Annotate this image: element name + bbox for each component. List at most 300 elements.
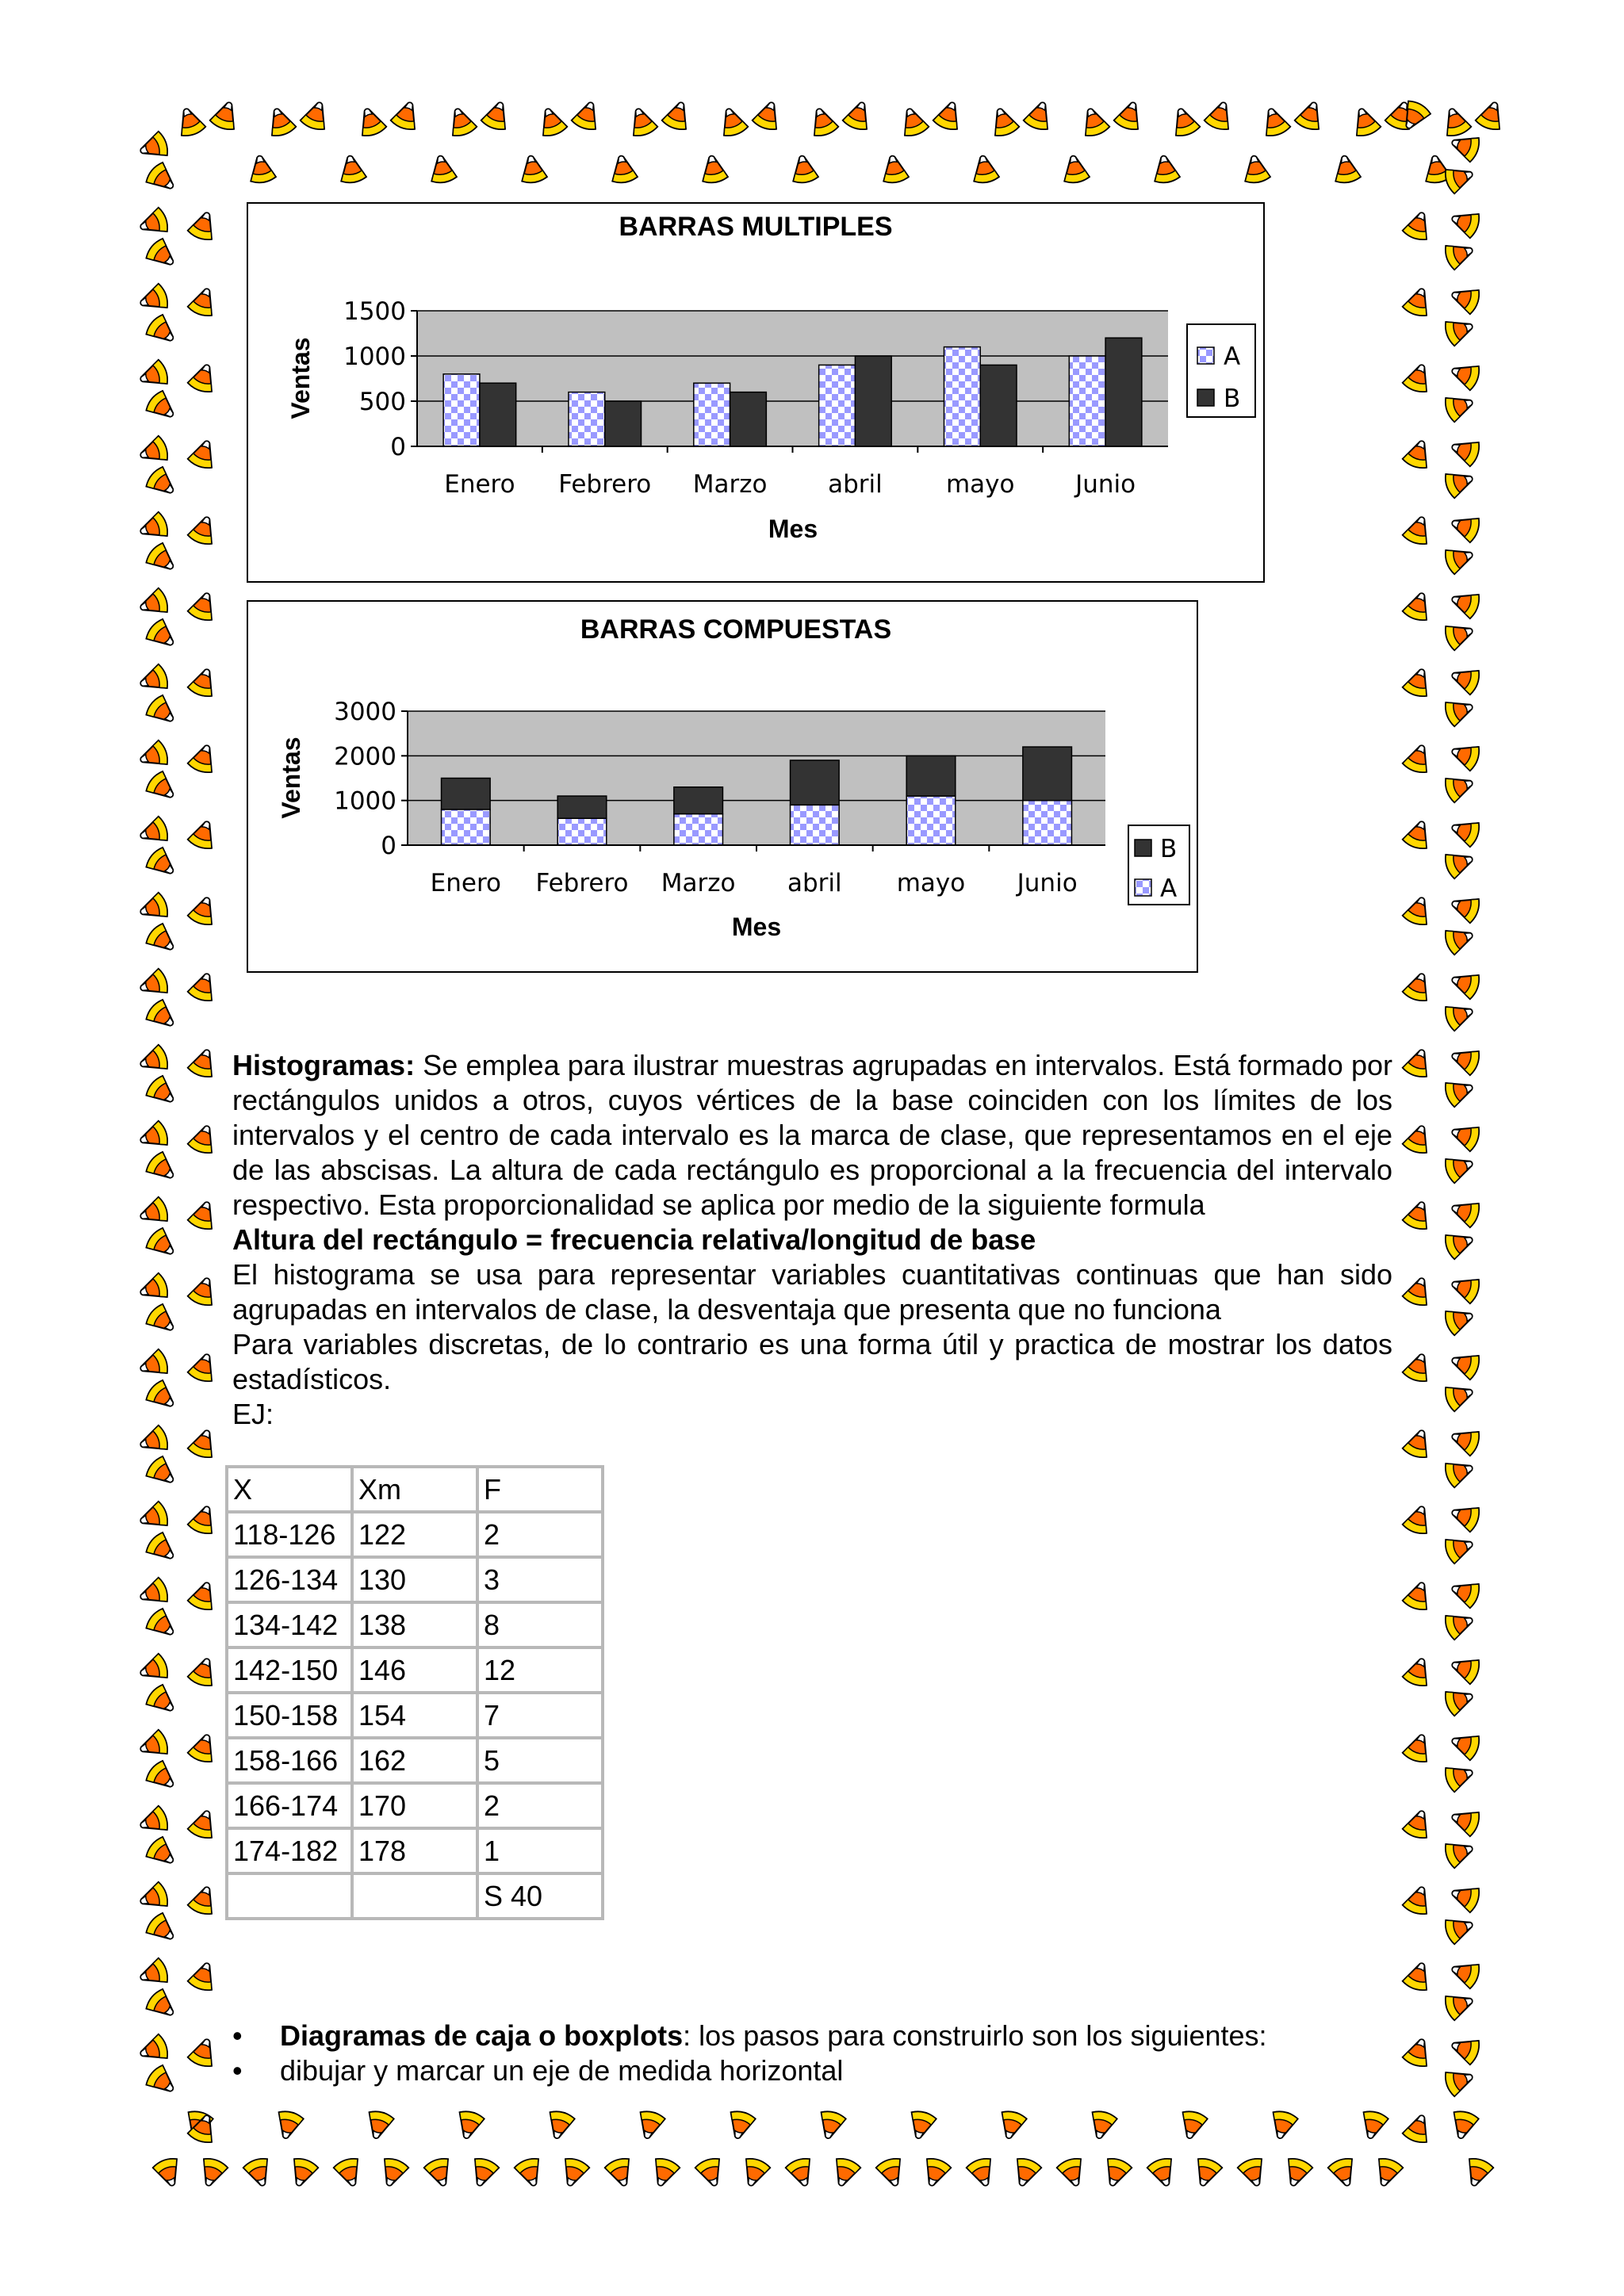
table-row xyxy=(227,1512,603,1557)
y-tick-label: 1000 xyxy=(334,786,396,816)
y-tick-label: 0 xyxy=(390,433,406,461)
candy-corn-icon xyxy=(1258,105,1292,138)
candy-corn-icon xyxy=(186,1655,220,1688)
candy-corn-icon xyxy=(1442,1151,1476,1184)
table-cell xyxy=(352,1873,477,1919)
candy-corn-icon xyxy=(1448,1804,1481,1838)
candy-corn-icon xyxy=(1146,2156,1179,2189)
candy-corn-icon xyxy=(661,98,694,132)
table-row xyxy=(227,1783,603,1828)
candy-corn-icon xyxy=(1401,361,1434,394)
candy-corn-icon xyxy=(1401,1198,1434,1231)
table-cell: 138 xyxy=(352,1602,477,1647)
candy-corn-icon xyxy=(196,2156,229,2189)
candy-corn-icon xyxy=(1442,238,1476,271)
candy-corn-icon xyxy=(875,2156,908,2189)
candy-corn-icon xyxy=(996,2109,1028,2141)
y-tick-label: 500 xyxy=(358,388,406,416)
bar-series-a xyxy=(944,347,980,446)
candy-corn-icon xyxy=(987,105,1021,138)
plot-area xyxy=(417,311,1168,446)
bar-series-a xyxy=(1023,801,1072,845)
candy-corn-icon xyxy=(1474,98,1507,132)
candy-corn-icon xyxy=(332,2156,366,2189)
table-cell: 142-150 xyxy=(227,1647,352,1693)
candy-corn-icon xyxy=(1055,2156,1089,2189)
x-tick-label: Marzo xyxy=(661,869,736,897)
table-cell: 150-158 xyxy=(227,1693,352,1738)
candy-corn-icon xyxy=(1442,390,1476,423)
candy-corn-icon xyxy=(1448,1576,1481,1609)
histogram-section xyxy=(232,1048,1392,1432)
candy-corn-icon xyxy=(186,361,220,394)
candy-corn-icon xyxy=(144,845,180,882)
candy-corn-icon xyxy=(136,434,170,468)
candy-corn-icon xyxy=(144,388,180,425)
candy-corn-icon xyxy=(1401,1274,1434,1307)
candy-corn-icon xyxy=(806,105,840,138)
candy-corn-icon xyxy=(273,2109,304,2141)
candy-corn-icon xyxy=(144,617,180,653)
x-tick-label: abril xyxy=(828,470,883,499)
candy-corn-icon xyxy=(186,1198,220,1231)
candy-corn-icon xyxy=(1448,282,1481,316)
candy-corn-icon xyxy=(247,154,276,185)
y-tick-label: 1000 xyxy=(343,342,406,371)
candy-corn-icon xyxy=(1060,154,1090,185)
bar-series-b xyxy=(674,787,723,814)
candy-corn-icon xyxy=(136,511,170,544)
chart-multiples-svg xyxy=(248,204,1263,581)
bar-series-b xyxy=(1023,747,1072,801)
candy-corn-icon xyxy=(1448,1728,1481,1762)
candy-corn-icon xyxy=(648,2156,681,2189)
legend-label-a: A xyxy=(1224,342,1241,371)
legend-label-a: A xyxy=(1160,874,1178,903)
candy-corn-icon xyxy=(1448,2109,1480,2141)
legend-swatch-b xyxy=(1197,389,1214,406)
candy-corn-icon xyxy=(932,98,965,132)
candy-corn-icon xyxy=(136,1272,170,1305)
candy-corn-icon xyxy=(1442,1912,1476,1946)
bar-series-a xyxy=(443,374,480,446)
candy-corn-icon xyxy=(299,98,332,132)
candy-corn-icon xyxy=(970,154,999,185)
candy-corn-icon xyxy=(1281,2156,1314,2189)
candy-corn-icon xyxy=(337,154,366,185)
table-cell: 12 xyxy=(477,1647,603,1693)
y-tick-label: 0 xyxy=(381,832,396,860)
candy-corn-icon xyxy=(1401,1578,1434,1612)
candy-corn-icon xyxy=(136,1576,170,1609)
candy-corn-icon xyxy=(363,2109,395,2141)
histogram-heading: Histogramas: xyxy=(232,1049,416,1081)
candy-corn-icon xyxy=(186,665,220,698)
bullet-item xyxy=(232,2053,1267,2088)
candy-corn-icon xyxy=(136,1804,170,1838)
candy-corn-icon xyxy=(1448,1652,1481,1686)
bar-chart-compuestas xyxy=(247,600,1198,973)
x-tick-label: Febrero xyxy=(535,869,629,897)
table-cell: 7 xyxy=(477,1693,603,1738)
candy-corn-icon xyxy=(1442,1380,1476,1413)
bullet-list xyxy=(232,2019,1267,2088)
candy-corn-icon xyxy=(186,1426,220,1460)
candy-corn-icon xyxy=(1100,2156,1133,2189)
candy-corn-icon xyxy=(144,1454,180,1490)
candy-corn-icon xyxy=(535,105,569,138)
candy-corn-icon xyxy=(136,1957,170,1990)
histogram-paragraph xyxy=(232,1048,1392,1223)
candy-corn-icon xyxy=(1401,1426,1434,1460)
candy-corn-icon xyxy=(136,739,170,772)
candy-corn-icon xyxy=(186,209,220,242)
candy-corn-icon xyxy=(186,285,220,318)
table-row xyxy=(227,1647,603,1693)
bar-series-b xyxy=(605,401,642,446)
candy-corn-icon xyxy=(144,1606,180,1643)
candy-corn-icon xyxy=(480,98,513,132)
candy-corn-icon xyxy=(1448,967,1481,1001)
candy-corn-icon xyxy=(1442,771,1476,804)
candy-corn-icon xyxy=(1442,1303,1476,1337)
table-row xyxy=(227,1738,603,1783)
candy-corn-icon xyxy=(1401,2111,1434,2145)
x-tick-label: mayo xyxy=(896,869,966,897)
candy-corn-icon xyxy=(144,2063,180,2099)
x-tick-label: mayo xyxy=(945,470,1015,499)
table-cell: 126-134 xyxy=(227,1557,352,1602)
candy-corn-icon xyxy=(144,236,180,273)
bar-series-b xyxy=(1105,338,1142,446)
candy-corn-icon xyxy=(1442,1075,1476,1108)
bar-series-b xyxy=(855,356,891,446)
candy-corn-icon xyxy=(136,1424,170,1457)
candy-corn-icon xyxy=(186,741,220,775)
candy-corn-icon xyxy=(1448,1196,1481,1229)
candy-corn-icon xyxy=(1236,2156,1270,2189)
table-row xyxy=(227,1557,603,1602)
candy-corn-icon xyxy=(186,1122,220,1155)
candy-corn-icon xyxy=(1022,98,1055,132)
bar-series-b xyxy=(442,779,491,809)
candy-corn-icon xyxy=(144,1530,180,1567)
candy-corn-icon xyxy=(136,587,170,620)
candy-corn-icon xyxy=(1401,1655,1434,1688)
y-tick-label: 2000 xyxy=(334,742,396,771)
candy-corn-icon xyxy=(1349,105,1382,138)
candy-corn-icon xyxy=(186,817,220,851)
candy-corn-icon xyxy=(144,1150,180,1186)
boxplot-heading: Diagramas de caja o boxplots xyxy=(280,2019,684,2052)
candy-corn-icon xyxy=(699,154,728,185)
candy-corn-icon xyxy=(897,105,930,138)
table-cell: S 40 xyxy=(477,1873,603,1919)
candy-corn-icon xyxy=(725,2109,756,2141)
candy-corn-icon xyxy=(1448,1881,1481,1914)
candy-corn-icon xyxy=(389,98,423,132)
candy-corn-icon xyxy=(354,105,388,138)
candy-corn-icon xyxy=(144,1911,180,1947)
candy-corn-icon xyxy=(144,1987,180,2023)
legend xyxy=(1128,825,1189,905)
candy-corn-icon xyxy=(144,1835,180,1871)
candy-corn-icon xyxy=(1331,154,1361,185)
example-label: EJ: xyxy=(232,1398,274,1430)
candy-corn-icon xyxy=(136,130,170,163)
table-cell: 146 xyxy=(352,1647,477,1693)
candy-corn-icon xyxy=(1448,1424,1481,1457)
candy-corn-icon xyxy=(1401,741,1434,775)
candy-corn-icon xyxy=(136,1119,170,1153)
candy-corn-icon xyxy=(1177,2109,1208,2141)
candy-corn-icon xyxy=(1448,1272,1481,1305)
candy-corn-icon xyxy=(513,2156,546,2189)
candy-corn-icon xyxy=(427,154,457,185)
bar-series-b xyxy=(557,796,607,818)
table-row xyxy=(227,1828,603,1873)
table-cell: 5 xyxy=(477,1738,603,1783)
candy-corn-icon xyxy=(1401,2035,1434,2068)
candy-corn-icon xyxy=(1442,1532,1476,1565)
bullet-item xyxy=(232,2019,1267,2053)
table-header-row xyxy=(227,1467,603,1512)
chart-title: BARRAS COMPUESTAS xyxy=(580,614,892,645)
candy-corn-icon xyxy=(186,1046,220,1079)
candy-corn-icon xyxy=(1442,999,1476,1032)
legend-swatch-a xyxy=(1135,879,1151,896)
x-tick-label: Febrero xyxy=(558,470,652,499)
candy-corn-icon xyxy=(841,98,875,132)
table-cell: 8 xyxy=(477,1602,603,1647)
table-cell: 178 xyxy=(352,1828,477,1873)
candy-corn-icon xyxy=(136,358,170,392)
candy-corn-icon xyxy=(186,1807,220,1840)
x-tick-label: Junio xyxy=(1075,470,1136,499)
chart-compuestas-svg xyxy=(248,602,1197,971)
bar-series-b xyxy=(730,392,767,446)
candy-corn-icon xyxy=(136,282,170,316)
candy-corn-icon xyxy=(144,1073,180,1110)
candy-corn-icon xyxy=(136,1348,170,1381)
table-cell: 2 xyxy=(477,1512,603,1557)
chart-title: BARRAS MULTIPLES xyxy=(619,212,893,242)
candy-corn-icon xyxy=(136,1652,170,1686)
candy-corn-icon xyxy=(694,2156,727,2189)
candy-corn-icon xyxy=(557,2156,591,2189)
candy-corn-icon xyxy=(1448,663,1481,696)
candy-corn-icon xyxy=(1448,815,1481,848)
table-row xyxy=(227,1693,603,1738)
candy-corn-icon xyxy=(1442,618,1476,652)
candy-corn-icon xyxy=(1151,154,1180,185)
candy-corn-icon xyxy=(1190,2156,1224,2189)
bar-series-a xyxy=(569,392,605,446)
candy-corn-icon xyxy=(144,693,180,729)
table-header-cell: F xyxy=(477,1467,603,1512)
candy-corn-icon xyxy=(144,1682,180,1719)
candy-corn-icon xyxy=(1401,1959,1434,1992)
candy-corn-icon xyxy=(136,206,170,239)
candy-corn-icon xyxy=(1401,1122,1434,1155)
bullet-icon: • xyxy=(232,2019,243,2052)
candy-corn-icon xyxy=(1442,162,1476,195)
candy-corn-icon xyxy=(1442,923,1476,956)
table-cell: 158-166 xyxy=(227,1738,352,1783)
candy-corn-icon xyxy=(136,1500,170,1533)
table-cell: 170 xyxy=(352,1783,477,1828)
candy-corn-icon xyxy=(423,2156,456,2189)
candy-corn-icon xyxy=(144,1758,180,1795)
candy-corn-icon xyxy=(1203,98,1236,132)
bar-series-a xyxy=(791,805,840,845)
candy-corn-icon xyxy=(445,105,478,138)
table-cell: 154 xyxy=(352,1693,477,1738)
legend xyxy=(1187,324,1255,417)
candy-corn-icon xyxy=(186,894,220,927)
table-row xyxy=(227,1873,603,1919)
candy-corn-icon xyxy=(1448,1119,1481,1153)
plot-area xyxy=(408,711,1105,845)
candy-corn-icon xyxy=(1371,2156,1404,2189)
candy-corn-icon xyxy=(144,1302,180,1338)
legend-label-b: B xyxy=(1224,385,1241,413)
candy-corn-icon xyxy=(1439,105,1473,138)
table-cell: 122 xyxy=(352,1512,477,1557)
candy-corn-icon xyxy=(1358,2109,1389,2141)
table-header-cell: X xyxy=(227,1467,352,1512)
candy-corn-icon xyxy=(209,98,242,132)
candy-corn-icon xyxy=(144,921,180,958)
x-tick-label: Marzo xyxy=(692,470,768,499)
candy-corn-icon xyxy=(186,1883,220,1916)
candy-corn-icon xyxy=(1401,894,1434,927)
candy-corn-icon xyxy=(1442,1608,1476,1641)
candy-corn-icon xyxy=(1401,817,1434,851)
candy-corn-icon xyxy=(1442,2064,1476,2098)
candy-corn-icon xyxy=(518,154,547,185)
candy-corn-icon xyxy=(186,1502,220,1536)
bar-chart-multiples xyxy=(247,202,1265,583)
candy-corn-icon xyxy=(1448,2033,1481,2066)
table-cell: 174-182 xyxy=(227,1828,352,1873)
x-axis-title: Mes xyxy=(768,515,818,543)
candy-corn-icon xyxy=(1401,1883,1434,1916)
bar-series-b xyxy=(480,383,516,446)
boxplot-intro: : los pasos para construirlo son los siguientes: xyxy=(683,2019,1267,2052)
x-tick-label: Junio xyxy=(1017,869,1078,897)
candy-corn-icon xyxy=(603,2156,637,2189)
x-axis-title: Mes xyxy=(731,913,782,941)
formula-text: Altura del rectángulo = frecuencia relativa/longitud de base xyxy=(232,1223,1036,1256)
candy-corn-icon xyxy=(789,154,818,185)
candy-corn-icon xyxy=(634,2109,666,2141)
table-cell: 166-174 xyxy=(227,1783,352,1828)
legend-swatch-a xyxy=(1197,347,1214,364)
y-tick-label: 1500 xyxy=(343,297,406,326)
frequency-table xyxy=(225,1465,604,1920)
candy-corn-icon xyxy=(136,891,170,924)
candy-corn-icon xyxy=(136,1728,170,1762)
candy-corn-icon xyxy=(1401,1807,1434,1840)
candy-corn-icon xyxy=(1448,1500,1481,1533)
candy-corn-icon xyxy=(1448,891,1481,924)
x-tick-label: abril xyxy=(787,869,842,897)
candy-corn-icon xyxy=(1401,665,1434,698)
candy-corn-icon xyxy=(1442,695,1476,728)
candy-corn-icon xyxy=(1442,542,1476,576)
candy-corn-icon xyxy=(1448,206,1481,239)
bullet-icon: • xyxy=(232,2054,243,2087)
candy-corn-icon xyxy=(1442,1456,1476,1489)
candy-corn-icon xyxy=(1442,1760,1476,1793)
paragraph-usage: El histograma se usa para representar variables cuantitativas continuas que han sido agrupadas en intervalos de clase, la desventaja que presenta que no funciona xyxy=(232,1258,1392,1326)
table-cell: 3 xyxy=(477,1557,603,1602)
candy-corn-icon xyxy=(1113,98,1146,132)
candy-corn-icon xyxy=(1401,285,1434,318)
candy-corn-icon xyxy=(1448,1348,1481,1381)
candy-corn-icon xyxy=(467,2156,500,2189)
candy-corn-icon xyxy=(186,1959,220,1992)
candy-corn-icon xyxy=(174,105,207,138)
y-axis-title: Ventas xyxy=(277,737,305,819)
bar-series-a xyxy=(557,818,607,845)
legend-swatch-b xyxy=(1135,840,1151,856)
histogram-description: Se emplea para ilustrar muestras agrupadas en intervalos. Está formado por rectángulos unidos a otros, cuyos vértices de la base coinciden con los límites de los intervalos y el centro de cada intervalo es la marca de clase, que representamos en el eje de las abscisas. La altura de cada rectángulo es proporcional a la frecuencia del intervalo respectivo. Esta proporcionalidad se aplica por medio de la siguiente formula xyxy=(232,1049,1392,1221)
formula xyxy=(232,1223,1392,1257)
candy-corn-icon xyxy=(815,2109,847,2141)
candy-corn-icon xyxy=(186,2035,220,2068)
candy-corn-icon xyxy=(1401,970,1434,1003)
candy-corn-icon xyxy=(1293,98,1327,132)
candy-corn-icon xyxy=(716,105,749,138)
y-tick-label: 3000 xyxy=(334,698,396,726)
candy-corn-icon xyxy=(1442,847,1476,880)
candy-corn-icon xyxy=(144,769,180,806)
candy-corn-icon xyxy=(144,997,180,1034)
candy-corn-icon xyxy=(1267,2109,1299,2141)
bar-series-b xyxy=(906,756,956,796)
candy-corn-icon xyxy=(186,1274,220,1307)
table-cell xyxy=(227,1873,352,1919)
candy-corn-icon xyxy=(1401,1502,1434,1536)
bar-series-a xyxy=(442,809,491,845)
y-axis-title: Ventas xyxy=(286,337,315,419)
candy-corn-icon xyxy=(626,105,659,138)
table-cell: 2 xyxy=(477,1783,603,1828)
candy-corn-icon xyxy=(879,154,909,185)
candy-corn-icon xyxy=(544,2109,576,2141)
bar-series-a xyxy=(694,383,730,446)
table-cell: 118-126 xyxy=(227,1512,352,1557)
candy-corn-icon xyxy=(136,2033,170,2066)
candy-corn-icon xyxy=(1401,589,1434,622)
candy-corn-icon xyxy=(286,2156,320,2189)
candy-corn-icon xyxy=(1442,1988,1476,2022)
candy-corn-icon xyxy=(1086,2109,1118,2141)
candy-corn-icon xyxy=(1401,1731,1434,1764)
candy-corn-icon xyxy=(751,98,784,132)
candy-corn-icon xyxy=(1241,154,1270,185)
candy-corn-icon xyxy=(1448,1957,1481,1990)
candy-corn-icon xyxy=(144,160,180,197)
candy-corn-icon xyxy=(906,2109,937,2141)
candy-corn-icon xyxy=(1448,587,1481,620)
bar-series-a xyxy=(1069,356,1105,446)
x-tick-label: Enero xyxy=(430,869,502,897)
candy-corn-icon xyxy=(1448,1043,1481,1077)
candy-corn-icon xyxy=(144,1226,180,1262)
